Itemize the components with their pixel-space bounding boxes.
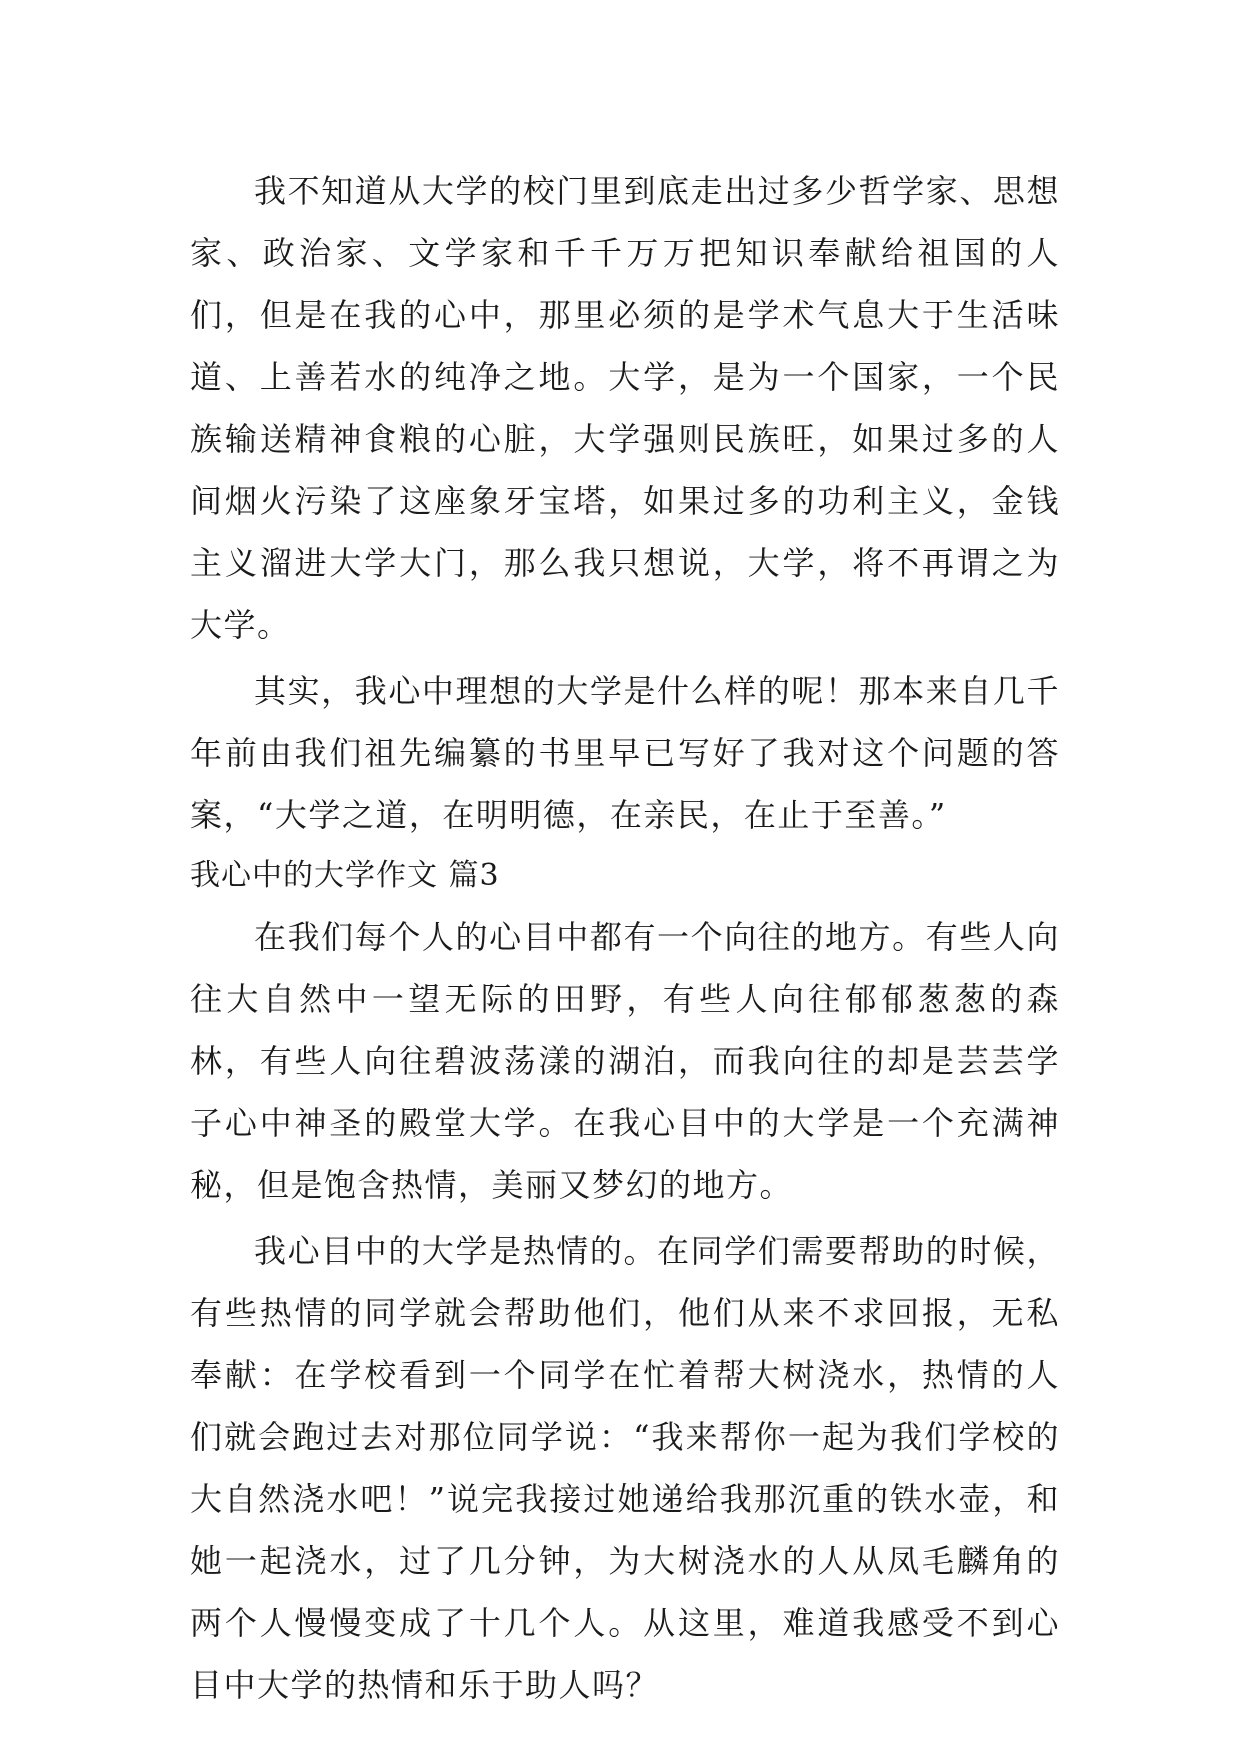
paragraph-warm-university: 我心目中的大学是热情的。在同学们需要帮助的时候，有些热情的同学就会帮助他们，他们从来不求回报，无私奉献：在学校看到一个同学在忙着帮大树浇水，热情的人们就会跑过去对那位同学说：“我来帮你一起为我们学校的大自然浇水吧！”说完我接过她递给我那沉重的铁水壶，和她一起浇水，过了几分钟，为大树浇水的人从凤毛麟角的两个人慢慢变成了十几个人。从这里，难道我感受不到心目中大学的热情和乐于助人吗？ (190, 1232, 1060, 1704)
paragraph-great-learning-quote: 其实，我心中理想的大学是什么样的呢！那本来自几千年前由我们祖先编纂的书里早已写好了我对这个问题的答案，“大学之道，在明明德，在亲民，在止于至善。” (190, 672, 1060, 834)
document-body (190, 160, 1060, 1716)
section-heading: 我心中的大学作文 篇3 (190, 858, 500, 893)
paragraph-longing-place: 在我们每个人的心目中都有一个向往的地方。有些人向往大自然中一望无际的田野，有些人向往郁郁葱葱的森林，有些人向往碧波荡漾的湖泊，而我向往的却是芸芸学子心中神圣的殿堂大学。在我心目中的大学是一个充满神秘，但是饱含热情，美丽又梦幻的地方。 (190, 918, 1060, 1204)
paragraph-university-ideal: 我不知道从大学的校门里到底走出过多少哲学家、思想家、政治家、文学家和千千万万把知识奉献给祖国的人们，但是在我的心中，那里必须的是学术气息大于生活味道、上善若水的纯净之地。大学，是为一个国家，一个民族输送精神食粮的心脏，大学强则民族旺，如果过多的人间烟火污染了这座象牙宝塔，如果过多的功利主义，金钱主义溜进大学大门，那么我只想说，大学，将不再谓之为大学。 (190, 172, 1060, 644)
